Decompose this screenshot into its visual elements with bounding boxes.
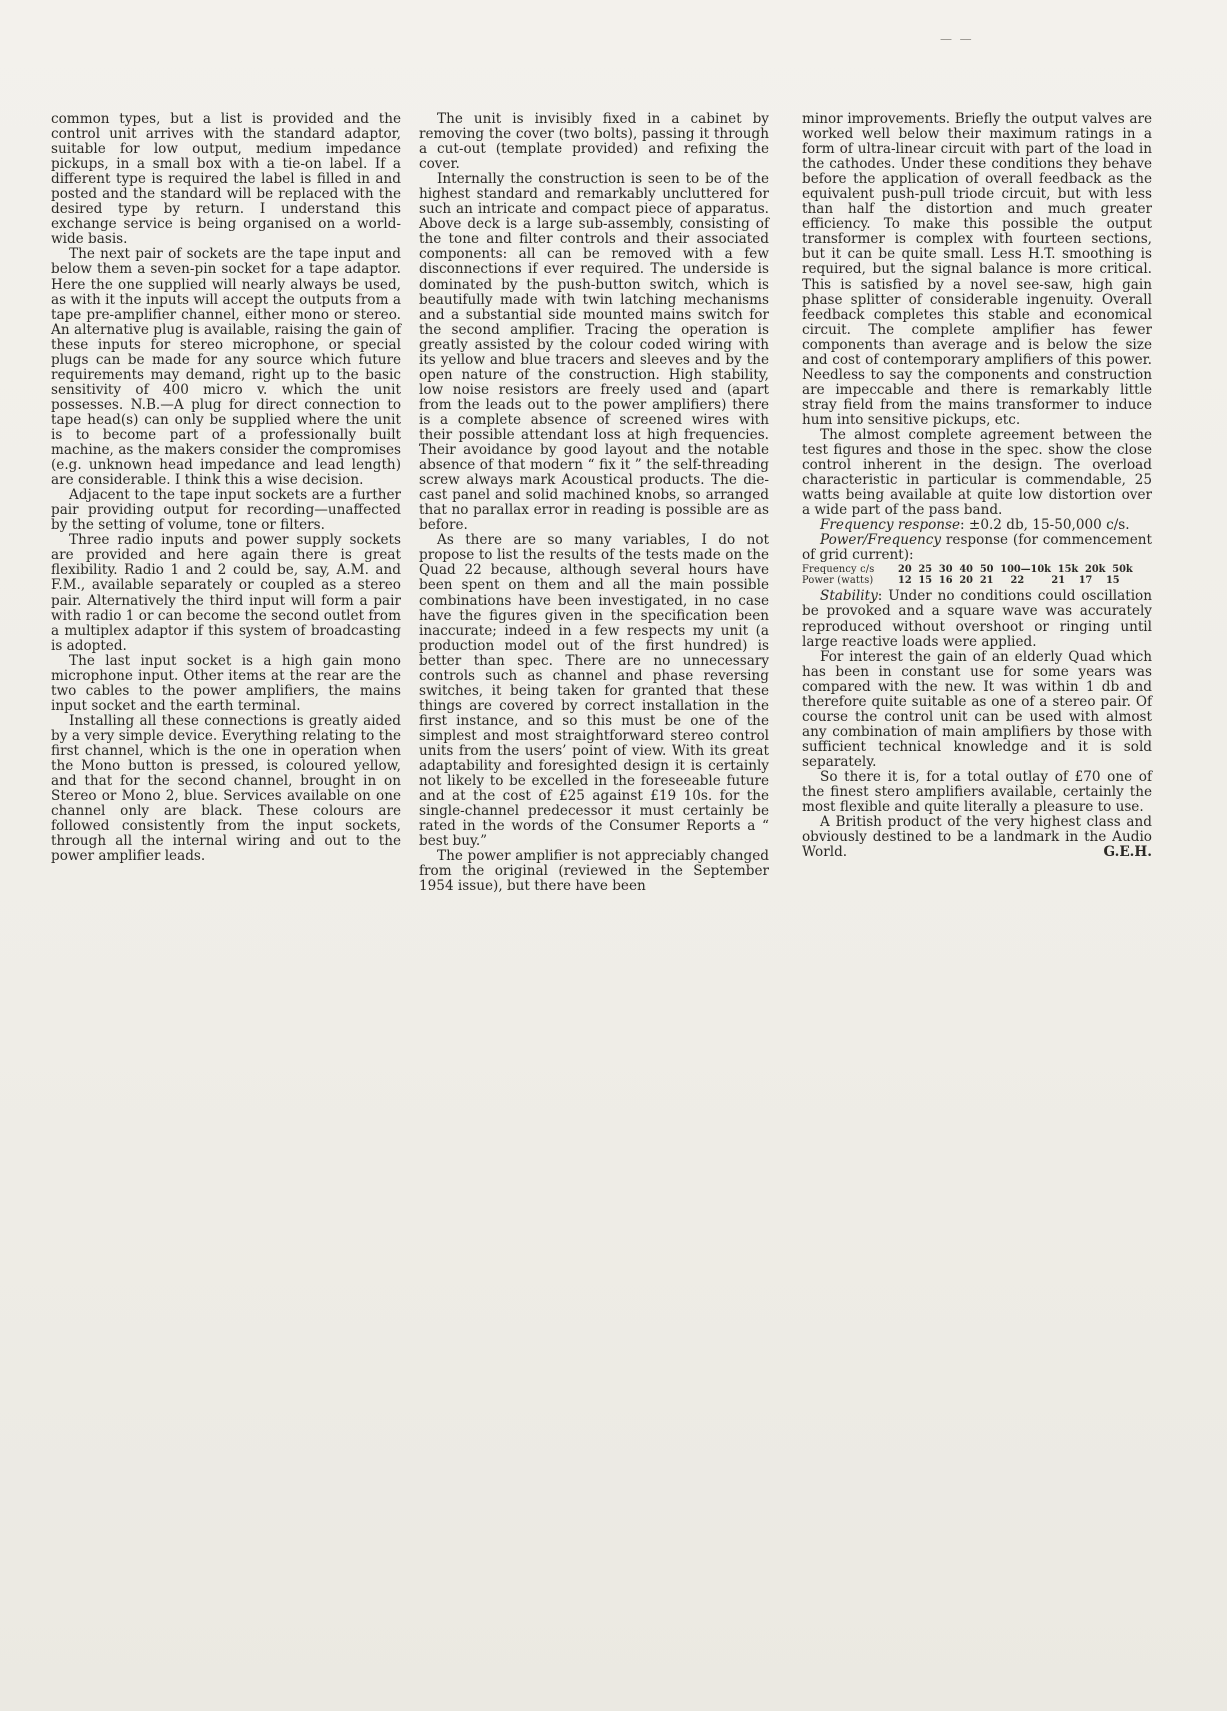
table-row-values: 20 25 30 40 50 100—10k 15k 20k 50k	[898, 564, 1133, 576]
paragraph: common types, but a list is provided and the control unit arrives with the standard adaptor, suitable for low output, medium impedance pickups, in a small box with a tie-on label. If a different type is required the label is filled in and posted and the standard will be replaced with the desired type by return. I understand this exchange service is being organised on a world-wide basis.	[51, 111, 401, 248]
paragraph: So there it is, for a total outlay of £70 one of the finest stero amplifiers available, certainly the most flexible and quite literally a pleasure to use.	[802, 768, 1152, 816]
paragraph: Three radio inputs and power supply sockets are provided and here again there is great flexibility. Radio 1 and 2 could be, say, A.M. and F.M., available separately or coupled as a stereo pair. Alternatively the third input will form a pair with radio 1 or can become the second outlet from a multiplex adaptor if this system of broadcasting is adopted.	[51, 532, 401, 654]
paragraph: Internally the construction is seen to be of the highest standard and remarkably uncluttered for such an intricate and compact piece of apparatus. Above deck is a large sub-assembly, consisting of the tone and filter controls and their associated components: all can be removed with a few disconnections if ever required. The underside is dominated by the push-button switch, which is beautifully made with twin latching mechanisms and a substantial side mounted mains switch for the second amplifier. Tracing the operation is greatly assisted by the colour coded wiring with its yellow and blue tracers and sleeves and by the open nature of the construction. High stability, low noise resistors are freely used and (apart from the leads out to the power amplifiers) there is a complete absence of screened wires with their possible attendant loss at high frequencies. Their avoidance by good layout and the notable absence of that modern “ fix it ” the self-threading screw always mark Acoustical products. The die-cast panel and solid machined knobs, so arranged that no parallax error in reading is possible are as before.	[419, 171, 769, 534]
stability-value: : Under no conditions could oscillation be provoked and a square wave was accurately reproduced without overshoot or ringing until large reactive loads were applied.	[802, 588, 1152, 650]
stability-label: Stability	[820, 588, 878, 605]
scan-marks: — —	[940, 32, 972, 46]
column-1	[51, 112, 401, 864]
author-signature: G.E.H.	[1103, 844, 1152, 861]
closing-paragraph	[802, 815, 1152, 860]
table-row	[802, 564, 1152, 575]
paragraph: For interest the gain of an elderly Quad which has been in constant use for some years was compared with the new. It was within 1 db and therefore quite suitable as one of a stereo pair. Of course the control unit can be used with almost any combination of main amplifiers by those with sufficient technical knowledge and it is sold separately.	[802, 648, 1152, 770]
frequency-response-line	[802, 518, 1152, 533]
column-3	[802, 112, 1152, 860]
closing-text: A British product of the very highest class and obviously destined to be a landmark in the Audio World.	[802, 814, 1152, 861]
power-frequency-line	[802, 533, 1152, 563]
table-row-label: Frequency c/s	[802, 564, 875, 576]
paragraph: The last input socket is a high gain mono microphone input. Other items at the rear are the two cables to the power amplifiers, the mains input socket and the earth terminal.	[51, 652, 401, 714]
table-row	[802, 575, 1152, 586]
paragraph: The next pair of sockets are the tape input and below them a seven-pin socket for a tape adaptor. Here the one supplied will nearly always be used, as with it the inputs will accept the outputs from a tape pre-amplifier channel, either mono or stereo. An alternative plug is available, raising the gain of these inputs for stereo microphone, or special plugs can be made for any source which future requirements may demand, right up to the basic sensitivity of 400 micro v. which the unit possesses. N.B.—A plug for direct connection to tape head(s) can only be supplied where the unit is to become part of a professionally built machine, as the makers consider the compromises (e.g. unknown head impedance and lead length) are considerable. I think this a wise decision.	[51, 246, 401, 489]
table-row-values: 12 15 16 20 21 22 21 17 15	[898, 575, 1120, 587]
paragraph: As there are so many variables, I do not propose to list the results of the tests made on the Quad 22 because, although several hours have been spent on them and all the main possible combinations have been investigated, in no case have the figures given in the specification been inaccurate; indeed in a few respects my unit (a production model out of the first hundred) is better than spec. There are no unnecessary controls such as channel and phase reversing switches, it being taken for granted that these things are covered by correct installation in the first instance, and so this must be one of the simplest and most straightforward stereo control units from the users’ point of view. With its great adaptability and foresighted design it is certainly not likely to be excelled in the foreseeable future and at the cost of £25 against £19 10s. for the single-channel predecessor it must certainly be rated in the words of the Consumer Reports a “ best buy.”	[419, 532, 769, 850]
paragraph: Installing all these connections is greatly aided by a very simple device. Everything relating to the first channel, which is the one in operation when the Mono button is pressed, is coloured yellow, and that for the second channel, brought in on Stereo or Mono 2, blue. Services available on one channel only are black. These colours are followed consistently from the input sockets, through all the internal wiring and out to the power amplifier leads.	[51, 712, 401, 865]
paragraph: minor improvements. Briefly the output valves are worked well below their maximum ratings in a form of ultra-linear circuit with part of the load in the cathodes. Under these conditions they behave before the application of overall feedback as the equivalent push-pull triode circuit, but with less than half the distortion and much greater efficiency. To make this possible the output transformer is complex with fourteen sections, but it can be quite small. Less H.T. smoothing is required, but the signal balance is more critical. This is satisfied by a novel see-saw, high gain phase splitter of considerable ingenuity. Overall feedback completes this stable and economical circuit. The complete amplifier has fewer components than average and is below the size and cost of contemporary amplifiers of this power. Needless to say the components and construction are impeccable and there is remarkably little stray field from the mains transformer to induce hum into sensitive pickups, etc.	[802, 111, 1152, 428]
power-frequency-table	[802, 564, 1152, 586]
paragraph: The almost complete agreement between the test figures and those in the spec. show the close control inherent in the design. The overload characteristic in particular is commendable, 25 watts being available at quite low distortion over a wide part of the pass band.	[802, 426, 1152, 519]
paragraph: Adjacent to the tape input sockets are a further pair providing output for recording—unaffected by the setting of volume, tone or filters.	[51, 487, 401, 534]
paragraph: The power amplifier is not appreciably changed from the original (reviewed in the September 1954 issue), but there have been	[419, 848, 769, 895]
table-row-label: Power (watts)	[802, 575, 874, 587]
column-2	[419, 112, 769, 894]
power-frequency-value: response (for commencement of grid current):	[802, 532, 1152, 564]
paragraph: The unit is invisibly fixed in a cabinet by removing the cover (two bolts), passing it through a cut-out (template provided) and refixing the cover.	[419, 111, 769, 173]
power-frequency-label: Power/Frequency	[820, 532, 942, 549]
frequency-response-value: : ±0.2 db, 15-50,000 c/s.	[960, 517, 1130, 534]
stability-line	[802, 589, 1152, 649]
frequency-response-label: Frequency response	[820, 517, 961, 534]
